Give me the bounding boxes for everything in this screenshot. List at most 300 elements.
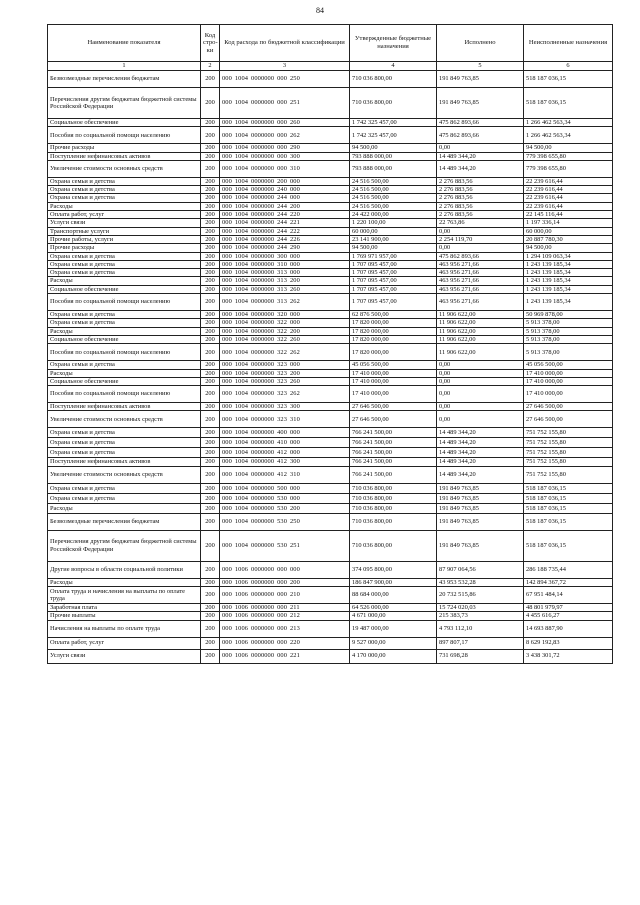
row-expense-code: 000 1006 0000000 000 220 (220, 637, 350, 649)
row-expense-code: 000 1004 0000000 412 000 (220, 448, 350, 458)
row-line-code: 200 (201, 152, 220, 160)
row-approved: 1 742 325 457,00 (350, 127, 437, 144)
row-name: Социальное обеспечение (48, 285, 201, 293)
row-name: Охрана семьи и детства (48, 428, 201, 438)
row-executed: 2 276 883,56 (437, 194, 524, 202)
row-line-code: 200 (201, 458, 220, 466)
row-executed: 191 849 763,85 (437, 530, 524, 561)
row-executed: 463 956 271,66 (437, 260, 524, 268)
row-expense-code: 000 1004 0000000 322 200 (220, 327, 350, 335)
row-line-code: 200 (201, 369, 220, 377)
header-unexecuted: Неисполненные назначения (524, 25, 613, 62)
row-line-code: 200 (201, 219, 220, 227)
row-executed: 191 849 763,85 (437, 483, 524, 493)
row-approved: 24 516 500,00 (350, 202, 437, 210)
row-approved: 766 241 500,00 (350, 438, 437, 448)
row-expense-code: 000 1004 0000000 412 300 (220, 458, 350, 466)
column-number: 6 (524, 62, 613, 71)
row-executed: 14 489 344,20 (437, 458, 524, 466)
row-name: Охрана семьи и детства (48, 311, 201, 319)
table-row (48, 530, 613, 561)
row-expense-code: 000 1004 0000000 000 310 (220, 160, 350, 177)
row-line-code: 200 (201, 294, 220, 311)
row-executed: 463 956 271,66 (437, 294, 524, 311)
row-approved: 1 707 095 457,00 (350, 294, 437, 311)
row-approved: 1 707 095 457,00 (350, 260, 437, 268)
table-row (48, 327, 613, 335)
row-expense-code: 000 1006 0000000 000 221 (220, 649, 350, 663)
row-approved: 17 410 000,00 (350, 386, 437, 403)
row-line-code: 200 (201, 466, 220, 483)
row-line-code: 200 (201, 335, 220, 343)
row-name: Прочие расходы (48, 144, 201, 152)
row-approved: 1 707 095 457,00 (350, 285, 437, 293)
row-approved: 793 888 000,00 (350, 152, 437, 160)
row-line-code: 200 (201, 377, 220, 385)
row-expense-code: 000 1004 0000000 000 290 (220, 144, 350, 152)
row-expense-code: 000 1006 0000000 000 212 (220, 612, 350, 620)
row-unexecuted: 518 187 036,15 (524, 493, 613, 503)
table-row (48, 186, 613, 194)
row-expense-code: 000 1004 0000000 244 220 (220, 211, 350, 219)
row-expense-code: 000 1004 0000000 313 000 (220, 269, 350, 277)
row-unexecuted: 518 187 036,15 (524, 513, 613, 530)
row-name: Увеличение стоимости основных средств (48, 411, 201, 428)
row-unexecuted: 1 243 139 185,34 (524, 285, 613, 293)
row-executed: 0,00 (437, 361, 524, 369)
row-name: Расходы (48, 503, 201, 513)
row-name: Расходы (48, 277, 201, 285)
table-row (48, 319, 613, 327)
row-expense-code: 000 1004 0000000 244 221 (220, 219, 350, 227)
table-row (48, 513, 613, 530)
table-row (48, 244, 613, 252)
table-row (48, 194, 613, 202)
row-executed: 475 862 893,66 (437, 119, 524, 127)
row-name: Социальное обеспечение (48, 377, 201, 385)
row-approved: 374 095 800,00 (350, 561, 437, 578)
row-name: Оплата работ, услуг (48, 211, 201, 219)
row-unexecuted: 1 243 139 185,34 (524, 294, 613, 311)
row-line-code: 200 (201, 235, 220, 243)
row-name: Охрана семьи и детства (48, 483, 201, 493)
row-unexecuted: 22 239 616,44 (524, 202, 613, 210)
row-name: Перечисления другим бюджетам бюджетной системы Российской Федерации (48, 88, 201, 119)
row-expense-code: 000 1006 0000000 000 000 (220, 561, 350, 578)
row-line-code: 200 (201, 649, 220, 663)
row-executed: 0,00 (437, 227, 524, 235)
row-line-code: 200 (201, 277, 220, 285)
row-name: Пособия по социальной помощи населению (48, 127, 201, 144)
table-row (48, 561, 613, 578)
row-line-code: 200 (201, 160, 220, 177)
row-approved: 710 036 800,00 (350, 483, 437, 493)
row-approved: 1 769 971 957,00 (350, 252, 437, 260)
table-row (48, 604, 613, 612)
row-unexecuted: 17 410 000,00 (524, 369, 613, 377)
row-unexecuted: 8 629 192,83 (524, 637, 613, 649)
row-line-code: 200 (201, 177, 220, 185)
row-unexecuted: 1 243 139 185,34 (524, 260, 613, 268)
row-approved: 64 526 000,00 (350, 604, 437, 612)
page-number: 84 (316, 6, 324, 15)
row-line-code: 200 (201, 578, 220, 586)
row-unexecuted: 1 266 462 563,34 (524, 127, 613, 144)
row-approved: 766 241 500,00 (350, 466, 437, 483)
row-unexecuted: 17 410 000,00 (524, 386, 613, 403)
row-approved: 710 036 800,00 (350, 88, 437, 119)
row-expense-code: 000 1004 0000000 323 000 (220, 361, 350, 369)
row-unexecuted: 518 187 036,15 (524, 483, 613, 493)
row-unexecuted: 94 500,00 (524, 144, 613, 152)
row-executed: 463 956 271,66 (437, 277, 524, 285)
row-unexecuted: 5 913 378,00 (524, 319, 613, 327)
table-row (48, 377, 613, 385)
row-approved: 766 241 500,00 (350, 428, 437, 438)
row-name: Безвозмездные перечисления бюджетам (48, 513, 201, 530)
row-executed: 4 793 112,10 (437, 620, 524, 637)
row-name: Перечисления другим бюджетам бюджетной системы Российской Федерации (48, 530, 201, 561)
row-executed: 11 906 622,00 (437, 344, 524, 361)
row-line-code: 200 (201, 530, 220, 561)
row-line-code: 200 (201, 202, 220, 210)
table-row (48, 144, 613, 152)
column-number-row (48, 62, 613, 71)
table-row (48, 587, 613, 604)
row-executed: 87 907 064,56 (437, 561, 524, 578)
row-executed: 475 862 893,66 (437, 252, 524, 260)
row-approved: 17 410 000,00 (350, 377, 437, 385)
row-executed: 191 849 763,85 (437, 513, 524, 530)
row-unexecuted: 779 398 655,80 (524, 152, 613, 160)
row-expense-code: 000 1004 0000000 313 262 (220, 294, 350, 311)
table-row (48, 637, 613, 649)
row-name: Охрана семьи и детства (48, 438, 201, 448)
row-name: Охрана семьи и детства (48, 186, 201, 194)
row-approved: 186 847 900,00 (350, 578, 437, 586)
row-approved: 17 410 000,00 (350, 369, 437, 377)
row-unexecuted: 27 646 500,00 (524, 411, 613, 428)
row-expense-code: 000 1004 0000000 313 260 (220, 285, 350, 293)
row-approved: 88 684 000,00 (350, 587, 437, 604)
row-line-code: 200 (201, 311, 220, 319)
row-name: Охрана семьи и детства (48, 194, 201, 202)
row-line-code: 200 (201, 513, 220, 530)
row-line-code: 200 (201, 227, 220, 235)
row-line-code: 200 (201, 88, 220, 119)
row-expense-code: 000 1006 0000000 000 211 (220, 604, 350, 612)
column-number: 2 (201, 62, 220, 71)
row-expense-code: 000 1004 0000000 323 260 (220, 377, 350, 385)
row-name: Социальное обеспечение (48, 335, 201, 343)
row-line-code: 200 (201, 361, 220, 369)
row-approved: 94 500,00 (350, 244, 437, 252)
row-approved: 766 241 500,00 (350, 458, 437, 466)
row-name: Увеличение стоимости основных средств (48, 466, 201, 483)
table-header-row (48, 25, 613, 62)
row-unexecuted: 17 410 000,00 (524, 377, 613, 385)
row-executed: 14 489 344,20 (437, 448, 524, 458)
row-approved: 24 516 500,00 (350, 177, 437, 185)
table-row (48, 311, 613, 319)
table-row (48, 361, 613, 369)
row-executed: 463 956 271,66 (437, 269, 524, 277)
row-unexecuted: 94 500,00 (524, 244, 613, 252)
row-line-code: 200 (201, 483, 220, 493)
row-approved: 710 036 800,00 (350, 513, 437, 530)
row-executed: 191 849 763,85 (437, 88, 524, 119)
row-executed: 475 862 893,66 (437, 127, 524, 144)
row-executed: 0,00 (437, 369, 524, 377)
row-unexecuted: 22 239 616,44 (524, 177, 613, 185)
table-row (48, 211, 613, 219)
row-line-code: 200 (201, 327, 220, 335)
row-executed: 215 383,73 (437, 612, 524, 620)
table-row (48, 269, 613, 277)
row-line-code: 200 (201, 144, 220, 152)
row-unexecuted: 142 894 367,72 (524, 578, 613, 586)
row-line-code: 200 (201, 319, 220, 327)
table-row (48, 285, 613, 293)
row-unexecuted: 751 752 155,80 (524, 448, 613, 458)
row-expense-code: 000 1006 0000000 000 213 (220, 620, 350, 637)
row-approved: 27 646 500,00 (350, 403, 437, 411)
row-name: Прочие работы, услуги (48, 235, 201, 243)
row-expense-code: 000 1004 0000000 000 300 (220, 152, 350, 160)
table-row (48, 227, 613, 235)
row-approved: 4 671 000,00 (350, 612, 437, 620)
table-row (48, 260, 613, 268)
row-approved: 710 036 800,00 (350, 493, 437, 503)
row-line-code: 200 (201, 244, 220, 252)
row-unexecuted: 5 913 378,00 (524, 335, 613, 343)
row-name: Транспортные услуги (48, 227, 201, 235)
row-approved: 24 422 000,00 (350, 211, 437, 219)
row-name: Прочие расходы (48, 244, 201, 252)
header-line-code: Код стро-ки (201, 25, 220, 62)
row-executed: 2 276 883,56 (437, 202, 524, 210)
row-unexecuted: 518 187 036,15 (524, 71, 613, 88)
row-executed: 20 732 515,86 (437, 587, 524, 604)
row-executed: 2 276 883,56 (437, 186, 524, 194)
row-approved: 1 707 095 457,00 (350, 277, 437, 285)
row-unexecuted: 5 913 378,00 (524, 327, 613, 335)
table-row (48, 344, 613, 361)
row-approved: 793 888 000,00 (350, 160, 437, 177)
row-name: Поступление нефинансовых активов (48, 403, 201, 411)
table-row (48, 458, 613, 466)
row-line-code: 200 (201, 493, 220, 503)
row-expense-code: 000 1004 0000000 310 000 (220, 260, 350, 268)
row-expense-code: 000 1004 0000000 323 262 (220, 386, 350, 403)
row-unexecuted: 48 801 979,97 (524, 604, 613, 612)
row-approved: 17 820 000,00 (350, 319, 437, 327)
row-approved: 24 516 500,00 (350, 194, 437, 202)
row-line-code: 200 (201, 438, 220, 448)
row-name: Социальное обеспечение (48, 119, 201, 127)
row-unexecuted: 1 243 139 185,34 (524, 269, 613, 277)
row-executed: 191 849 763,85 (437, 493, 524, 503)
table-row (48, 438, 613, 448)
row-expense-code: 000 1004 0000000 530 251 (220, 530, 350, 561)
row-line-code: 200 (201, 386, 220, 403)
row-unexecuted: 751 752 155,80 (524, 458, 613, 466)
row-line-code: 200 (201, 503, 220, 513)
table-row (48, 202, 613, 210)
table-row (48, 88, 613, 119)
row-executed: 15 724 020,03 (437, 604, 524, 612)
row-executed: 11 906 622,00 (437, 319, 524, 327)
row-expense-code: 000 1004 0000000 322 262 (220, 344, 350, 361)
table-row (48, 152, 613, 160)
row-line-code: 200 (201, 269, 220, 277)
row-executed: 463 956 271,66 (437, 285, 524, 293)
table-row (48, 411, 613, 428)
column-number: 4 (350, 62, 437, 71)
row-approved: 1 742 325 457,00 (350, 119, 437, 127)
table-row (48, 369, 613, 377)
row-line-code: 200 (201, 194, 220, 202)
row-expense-code: 000 1004 0000000 244 000 (220, 194, 350, 202)
row-expense-code: 000 1004 0000000 323 300 (220, 403, 350, 411)
table-row (48, 493, 613, 503)
table-row (48, 428, 613, 438)
row-executed: 2 276 883,56 (437, 177, 524, 185)
header-name: Наименование показателя (48, 25, 201, 62)
row-approved: 1 220 100,00 (350, 219, 437, 227)
row-expense-code: 000 1004 0000000 000 262 (220, 127, 350, 144)
row-executed: 0,00 (437, 244, 524, 252)
row-unexecuted: 4 455 616,27 (524, 612, 613, 620)
row-name: Начисления на выплаты по оплате труда (48, 620, 201, 637)
row-approved: 1 707 095 457,00 (350, 269, 437, 277)
row-expense-code: 000 1004 0000000 500 000 (220, 483, 350, 493)
row-name: Охрана семьи и детства (48, 361, 201, 369)
row-executed: 0,00 (437, 411, 524, 428)
table-row (48, 649, 613, 663)
row-approved: 9 527 000,00 (350, 637, 437, 649)
row-name: Расходы (48, 327, 201, 335)
row-unexecuted: 67 951 484,14 (524, 587, 613, 604)
row-unexecuted: 5 913 378,00 (524, 344, 613, 361)
row-line-code: 200 (201, 252, 220, 260)
row-expense-code: 000 1004 0000000 244 222 (220, 227, 350, 235)
row-expense-code: 000 1004 0000000 400 000 (220, 428, 350, 438)
row-approved: 62 876 500,00 (350, 311, 437, 319)
row-approved: 60 000,00 (350, 227, 437, 235)
table-row (48, 335, 613, 343)
row-unexecuted: 45 056 500,00 (524, 361, 613, 369)
row-name: Оплата труда и начисления на выплаты по оплате труда (48, 587, 201, 604)
row-approved: 45 056 500,00 (350, 361, 437, 369)
row-name: Охрана семьи и детства (48, 177, 201, 185)
row-unexecuted: 60 000,00 (524, 227, 613, 235)
row-approved: 17 820 000,00 (350, 327, 437, 335)
row-expense-code: 000 1004 0000000 313 200 (220, 277, 350, 285)
row-expense-code: 000 1004 0000000 244 290 (220, 244, 350, 252)
row-unexecuted: 518 187 036,15 (524, 530, 613, 561)
row-name: Поступление нефинансовых активов (48, 152, 201, 160)
row-line-code: 200 (201, 285, 220, 293)
row-name: Поступление нефинансовых активов (48, 458, 201, 466)
row-approved: 19 487 000,00 (350, 620, 437, 637)
row-name: Расходы (48, 369, 201, 377)
row-unexecuted: 3 438 301,72 (524, 649, 613, 663)
row-expense-code: 000 1004 0000000 000 250 (220, 71, 350, 88)
table-row (48, 177, 613, 185)
row-name: Охрана семьи и детства (48, 252, 201, 260)
table-body (48, 71, 613, 664)
row-executed: 0,00 (437, 144, 524, 152)
row-expense-code: 000 1004 0000000 200 000 (220, 177, 350, 185)
row-expense-code: 000 1004 0000000 530 250 (220, 513, 350, 530)
row-expense-code: 000 1004 0000000 322 000 (220, 319, 350, 327)
row-approved: 17 820 000,00 (350, 344, 437, 361)
row-executed: 191 849 763,85 (437, 503, 524, 513)
row-line-code: 200 (201, 620, 220, 637)
column-number: 1 (48, 62, 201, 71)
row-unexecuted: 1 197 336,14 (524, 219, 613, 227)
table-row (48, 612, 613, 620)
table-row (48, 119, 613, 127)
row-name: Безвозмездные перечисления бюджетам (48, 71, 201, 88)
row-approved: 710 036 800,00 (350, 71, 437, 88)
row-expense-code: 000 1004 0000000 530 200 (220, 503, 350, 513)
row-executed: 897 807,17 (437, 637, 524, 649)
row-line-code: 200 (201, 637, 220, 649)
row-executed: 11 906 622,00 (437, 327, 524, 335)
table-row (48, 71, 613, 88)
column-number: 3 (220, 62, 350, 71)
row-expense-code: 000 1006 0000000 000 200 (220, 578, 350, 586)
row-unexecuted: 779 398 655,80 (524, 160, 613, 177)
row-approved: 710 036 800,00 (350, 530, 437, 561)
row-unexecuted: 22 145 116,44 (524, 211, 613, 219)
row-approved: 24 516 500,00 (350, 186, 437, 194)
row-executed: 11 906 622,00 (437, 311, 524, 319)
row-name: Увеличение стоимости основных средств (48, 160, 201, 177)
row-line-code: 200 (201, 448, 220, 458)
row-unexecuted: 50 969 878,00 (524, 311, 613, 319)
row-line-code: 200 (201, 604, 220, 612)
table-row (48, 252, 613, 260)
row-unexecuted: 286 188 735,44 (524, 561, 613, 578)
row-line-code: 200 (201, 211, 220, 219)
header-expense-code: Код расхода по бюджетной классификации (220, 25, 350, 62)
row-approved: 766 241 500,00 (350, 448, 437, 458)
row-line-code: 200 (201, 561, 220, 578)
row-name: Охрана семьи и детства (48, 493, 201, 503)
table-row (48, 620, 613, 637)
row-unexecuted: 20 887 780,30 (524, 235, 613, 243)
row-name: Пособия по социальной помощи населению (48, 344, 201, 361)
row-approved: 94 500,00 (350, 144, 437, 152)
row-expense-code: 000 1004 0000000 300 000 (220, 252, 350, 260)
row-executed: 14 489 344,20 (437, 466, 524, 483)
row-unexecuted: 27 646 500,00 (524, 403, 613, 411)
row-name: Расходы (48, 578, 201, 586)
row-executed: 731 698,28 (437, 649, 524, 663)
row-approved: 710 036 800,00 (350, 503, 437, 513)
table-row (48, 403, 613, 411)
row-expense-code: 000 1004 0000000 244 226 (220, 235, 350, 243)
row-executed: 22 763,86 (437, 219, 524, 227)
row-expense-code: 000 1004 0000000 322 260 (220, 335, 350, 343)
row-approved: 27 646 500,00 (350, 411, 437, 428)
column-number: 5 (437, 62, 524, 71)
table-row (48, 127, 613, 144)
row-unexecuted: 751 752 155,80 (524, 438, 613, 448)
